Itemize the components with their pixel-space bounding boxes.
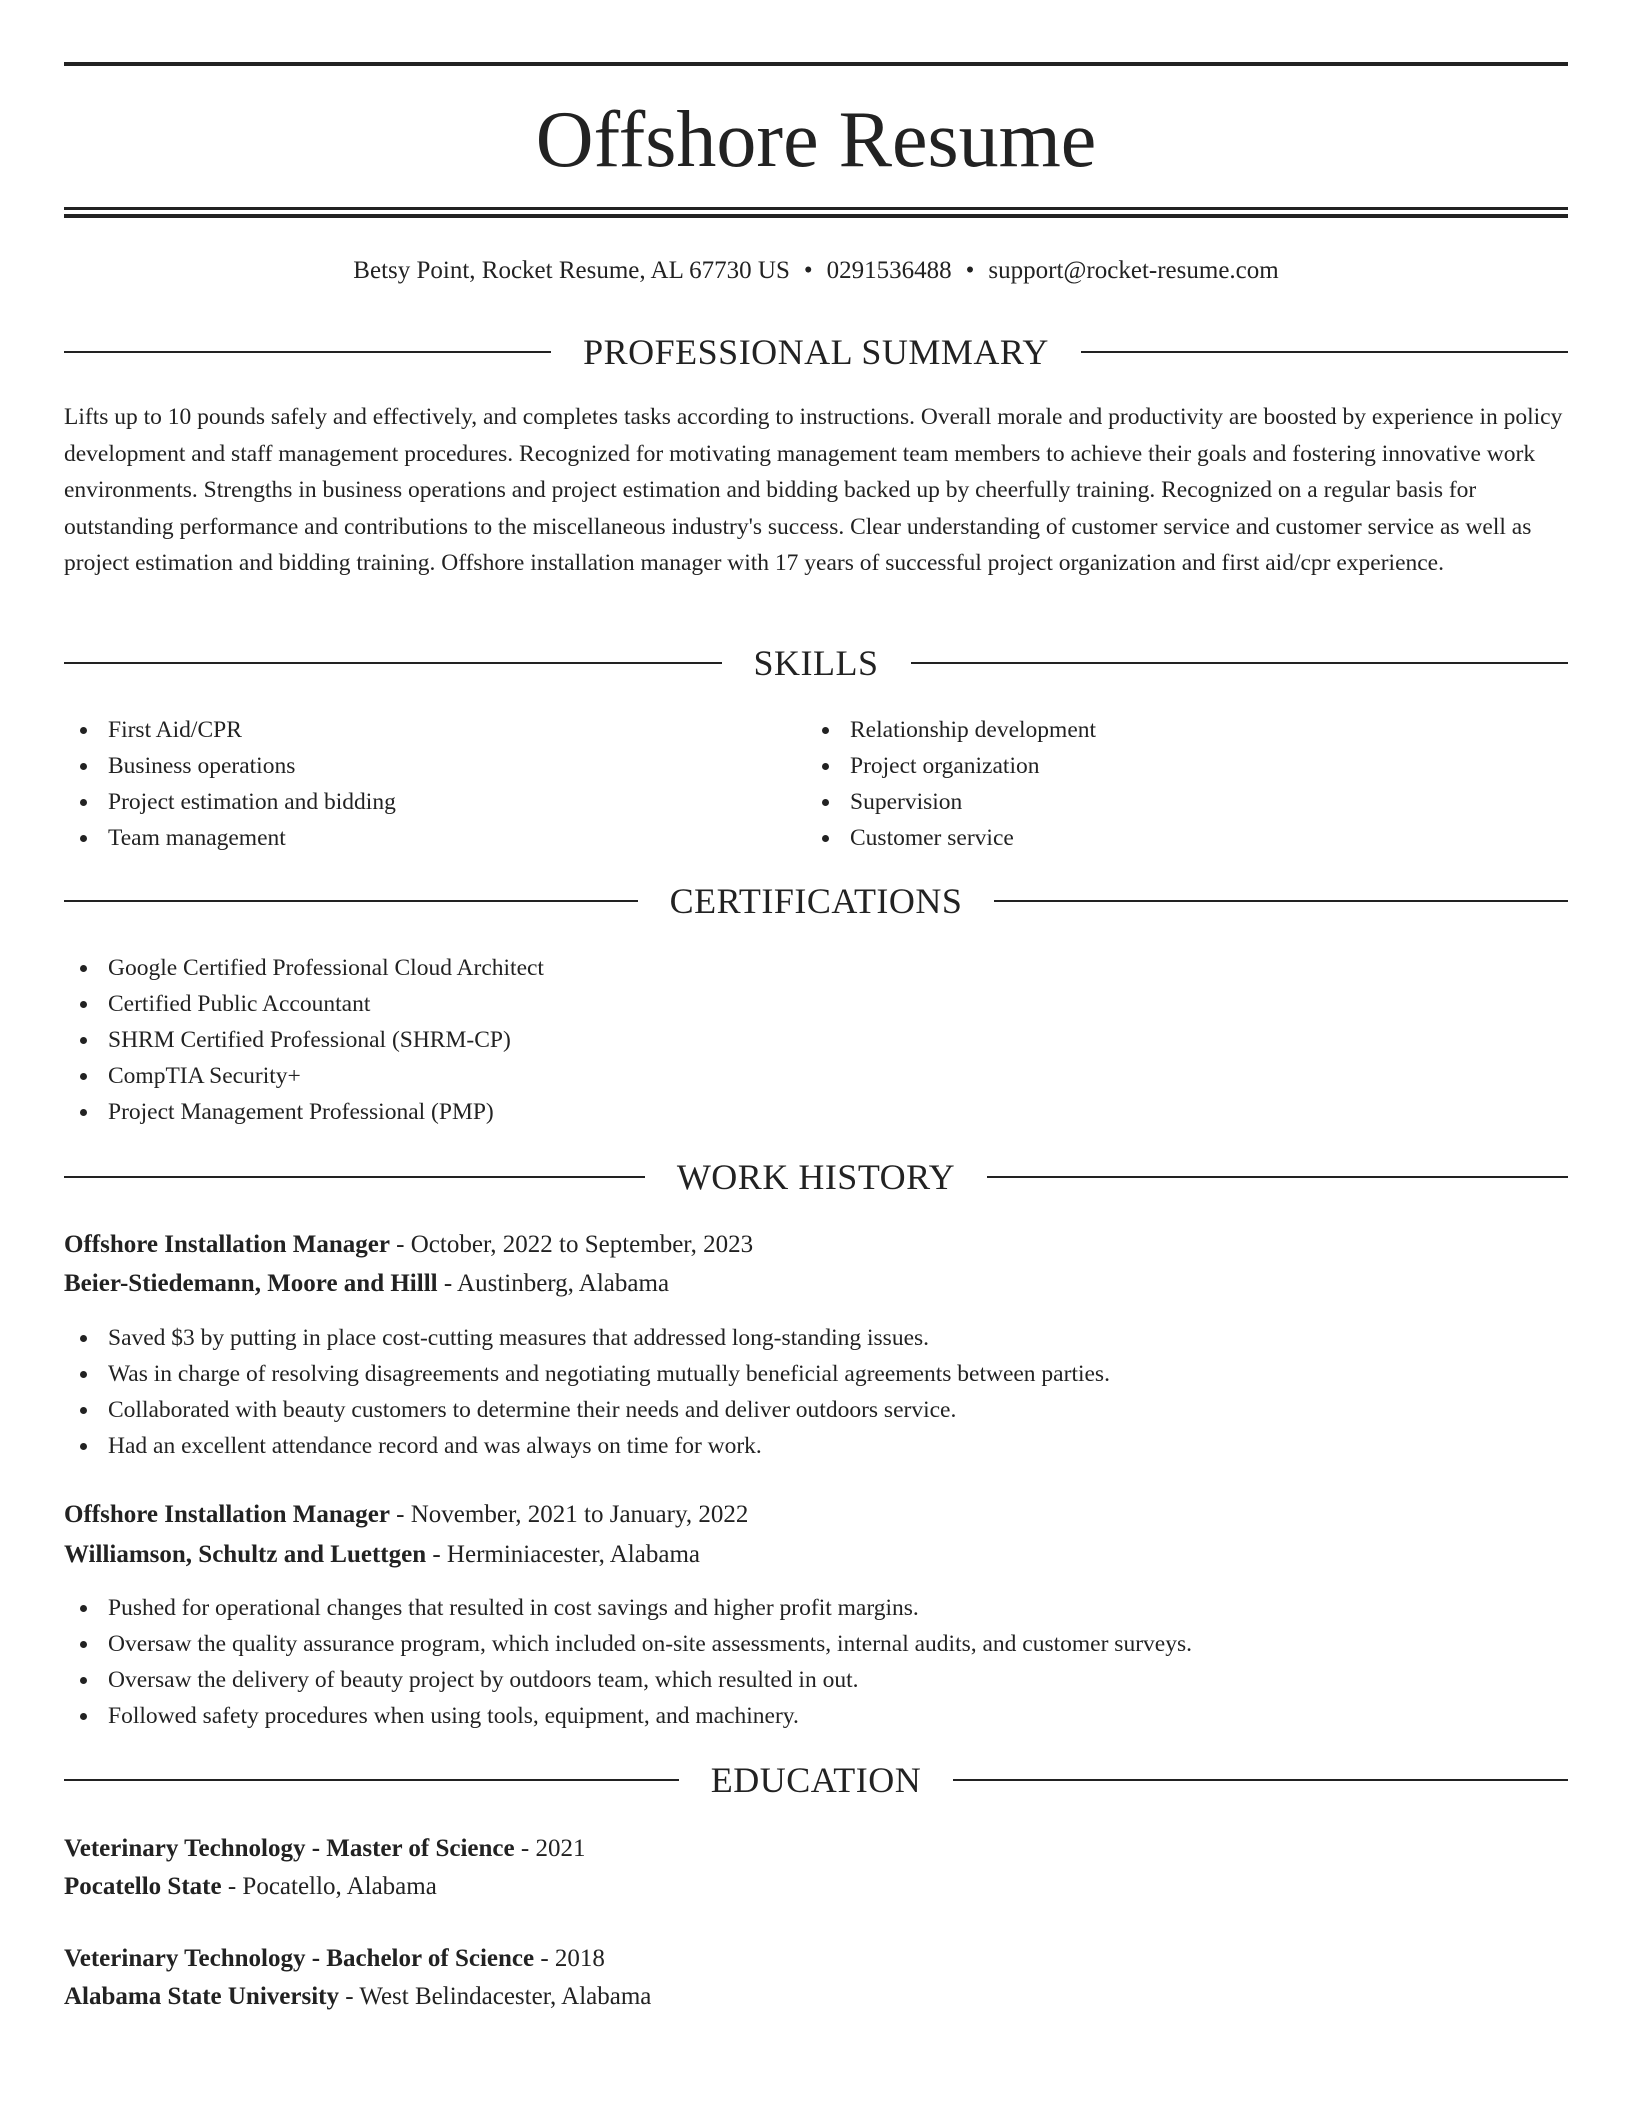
- top-rule: [64, 62, 1568, 66]
- job-dates: - October, 2022 to September, 2023: [389, 1231, 754, 1258]
- title-double-rule: [64, 207, 1568, 218]
- section-heading-certifications: [64, 879, 1568, 923]
- heading-rule: [953, 1779, 1568, 1781]
- education-school-line: [64, 1979, 651, 2015]
- education-school: Pocatello State: [64, 1873, 222, 1900]
- education-location: - West Belindacester, Alabama: [338, 1983, 652, 2010]
- skills-list-right: [806, 712, 1096, 856]
- job-title: Offshore Installation Manager: [64, 1231, 390, 1258]
- heading-rule: [64, 900, 638, 902]
- list-item: Collaborated with beauty customers to determine their needs and deliver outdoors service.: [64, 1392, 1110, 1428]
- education-degree-line: [64, 1831, 585, 1867]
- education-year: - 2018: [534, 1945, 605, 1972]
- list-item: Oversaw the quality assurance program, which included on-site assessments, internal audits, and customer surveys.: [64, 1626, 1192, 1662]
- list-item: Project estimation and bidding: [64, 784, 396, 820]
- job-location: - Herminiacester, Alabama: [426, 1541, 700, 1568]
- list-item: Business operations: [64, 748, 396, 784]
- job-title: Offshore Installation Manager: [64, 1501, 390, 1528]
- page-title: Offshore Resume: [535, 96, 1097, 184]
- heading-rule: [64, 351, 551, 353]
- section-title: SKILLS: [753, 643, 879, 683]
- section-title: WORK HISTORY: [676, 1157, 956, 1197]
- education-degree: Veterinary Technology - Bachelor of Science: [64, 1945, 535, 1972]
- section-heading-skills: [64, 641, 1568, 685]
- education-school: Alabama State University: [64, 1983, 339, 2010]
- list-item: Supervision: [806, 784, 1096, 820]
- list-item: Project organization: [806, 748, 1096, 784]
- contact-separator: •: [965, 257, 975, 284]
- job-company: Williamson, Schultz and Luettgen: [64, 1541, 427, 1568]
- list-item: SHRM Certified Professional (SHRM-CP): [64, 1022, 544, 1058]
- list-item: First Aid/CPR: [64, 712, 396, 748]
- section-heading-education: [64, 1758, 1568, 1802]
- job-dates: - November, 2021 to January, 2022: [389, 1501, 749, 1528]
- education-school-line: [64, 1869, 437, 1905]
- education-year: - 2021: [514, 1835, 586, 1862]
- skills-list-left: [64, 712, 396, 856]
- contact-email[interactable]: support@rocket-resume.com: [988, 257, 1279, 284]
- heading-rule: [64, 1779, 679, 1781]
- section-title: CERTIFICATIONS: [669, 881, 963, 921]
- education-location: - Pocatello, Alabama: [221, 1873, 437, 1900]
- list-item: Relationship development: [806, 712, 1096, 748]
- job-company: Beier-Stiedemann, Moore and Hilll: [64, 1270, 438, 1297]
- contact-separator: •: [803, 257, 813, 284]
- list-item: Customer service: [806, 820, 1096, 856]
- list-item: Project Management Professional (PMP): [64, 1094, 544, 1130]
- job-company-line: [64, 1537, 700, 1573]
- section-heading-summary: [64, 330, 1568, 374]
- certifications-list: [64, 950, 544, 1130]
- job-location: - Austinberg, Alabama: [437, 1270, 670, 1297]
- list-item: Saved $3 by putting in place cost-cutting measures that addressed long-standing issues.: [64, 1320, 1110, 1356]
- job-bullets: [64, 1320, 1110, 1464]
- summary-text: Lifts up to 10 pounds safely and effectively, and completes tasks according to instructions. Overall morale and productivity are boosted by experience in policy development and staff management procedures. Recognized for motivating management team members to achieve their goals and fostering innovative work environments. Strengths in business operations and project estimation and bidding backed up by cheerfully training. Recognized on a regular basis for outstanding performance and contributions to the miscellaneous industry's success. Clear understanding of customer service and customer service as well as project estimation and bidding training. Offshore installation manager with 17 years of successful project organization and first aid/cpr experience.: [64, 404, 1563, 577]
- list-item: CompTIA Security+: [64, 1058, 544, 1094]
- job-title-line: [64, 1227, 753, 1263]
- list-item: Had an excellent attendance record and was always on time for work.: [64, 1428, 1110, 1464]
- section-heading-work-history: [64, 1155, 1568, 1199]
- list-item: Team management: [64, 820, 396, 856]
- heading-rule: [987, 1176, 1568, 1178]
- job-company-line: [64, 1266, 669, 1302]
- list-item: Google Certified Professional Cloud Architect: [64, 950, 544, 986]
- list-item: Was in charge of resolving disagreements and negotiating mutually beneficial agreements between parties.: [64, 1356, 1110, 1392]
- list-item: Oversaw the delivery of beauty project by outdoors team, which resulted in out.: [64, 1662, 1192, 1698]
- section-title: EDUCATION: [710, 1760, 922, 1800]
- list-item: Pushed for operational changes that resulted in cost savings and higher profit margins.: [64, 1590, 1192, 1626]
- education-degree: Veterinary Technology - Master of Science: [64, 1835, 515, 1862]
- heading-rule: [64, 1176, 645, 1178]
- contact-line: [64, 254, 1568, 288]
- job-bullets: [64, 1590, 1192, 1734]
- education-degree-line: [64, 1941, 605, 1977]
- heading-rule: [994, 900, 1568, 902]
- list-item: Followed safety procedures when using tools, equipment, and machinery.: [64, 1698, 1192, 1734]
- heading-rule: [64, 662, 722, 664]
- heading-rule: [911, 662, 1569, 664]
- heading-rule: [1081, 351, 1568, 353]
- list-item: Certified Public Accountant: [64, 986, 544, 1022]
- job-title-line: [64, 1497, 748, 1533]
- contact-address: Betsy Point, Rocket Resume, AL 67730 US: [353, 257, 790, 284]
- contact-phone[interactable]: 0291536488: [826, 257, 952, 284]
- section-title: PROFESSIONAL SUMMARY: [583, 332, 1049, 372]
